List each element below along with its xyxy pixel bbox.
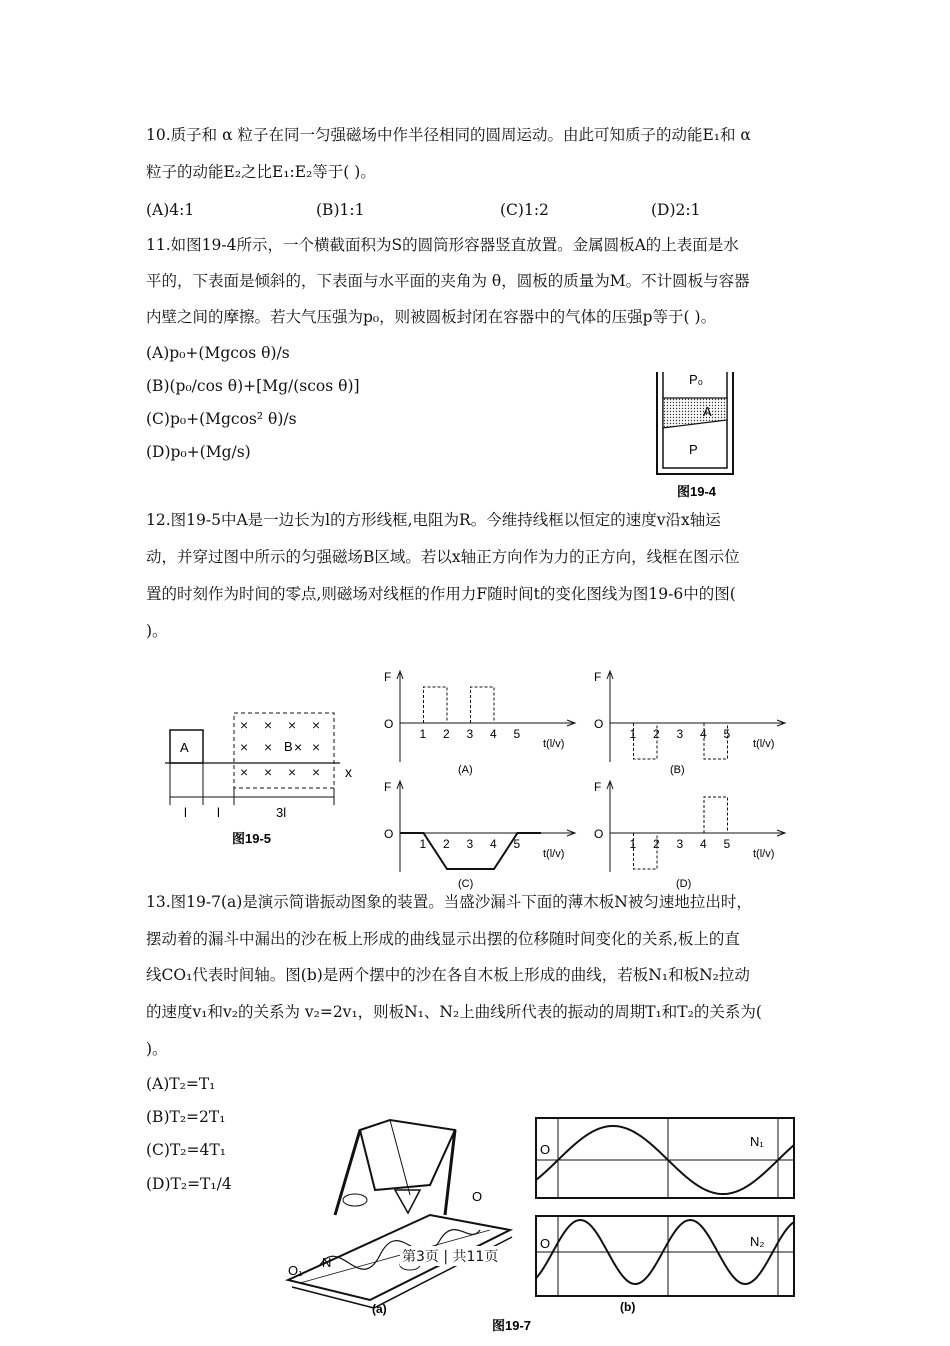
pulse-1 (704, 797, 728, 833)
tick-label-4: 4 (700, 727, 707, 741)
q13-line4: 的速度v₁和v₂的关系为 v₂=2v₁，则板N₁、N₂上曲线所代表的振动的周期T₁和T₂的关系为( (146, 1003, 762, 1021)
svg-text:F: F (594, 670, 602, 684)
label-gas-p: P (689, 442, 698, 457)
svg-text:×: × (312, 717, 321, 733)
svg-text:图19-7: 图19-7 (492, 1318, 532, 1333)
label-p0: P₀ (689, 372, 704, 387)
label-x: x (345, 764, 352, 780)
q11-option-b: (B)(p₀/cos θ)+[Mg/(scos θ)] (146, 377, 360, 395)
tick-label-2: 2 (653, 837, 660, 851)
svg-text:O: O (540, 1142, 551, 1157)
tick-label-3: 3 (676, 727, 684, 741)
svg-text:(D): (D) (676, 878, 692, 890)
svg-text:F: F (594, 780, 602, 794)
svg-text:×: × (294, 739, 303, 755)
tick-label-2: 2 (653, 727, 660, 741)
label-frame-a: A (180, 740, 189, 755)
tick-label-3: 3 (466, 727, 474, 741)
q13-line2: 摆动着的漏斗中漏出的沙在板上形成的曲线显示出摆的位移随时间变化的关系,板上的直 (146, 930, 740, 948)
caption-19-4: 图19-4 (677, 484, 717, 499)
tick-label-5: 5 (513, 727, 521, 741)
tick-label-1: 1 (419, 727, 427, 741)
dim-l-1: l (184, 805, 187, 820)
graph-c (378, 775, 588, 890)
graph-d (588, 775, 798, 890)
label-field-b: B (284, 739, 293, 754)
svg-text:O: O (540, 1236, 551, 1251)
svg-text:t(l/v): t(l/v) (543, 738, 565, 750)
label-plate-a: A (703, 404, 712, 419)
svg-text:O: O (384, 717, 394, 731)
page-footer: 第3页 | 共11页 (400, 1246, 500, 1266)
figure-19-4 (645, 362, 745, 507)
tick-label-2: 2 (443, 727, 450, 741)
svg-text:×: × (264, 717, 273, 733)
tick-label-4: 4 (700, 837, 707, 851)
svg-text:×: × (240, 717, 249, 733)
q11-line2: 平的，下表面是倾斜的，下表面与水平面的夹角为 θ，圆板的质量为M。不计圆板与容器 (146, 272, 750, 290)
q13-option-d: (D)T₂=T₁/4 (146, 1175, 232, 1193)
q10-line1: 10.质子和 α 粒子在同一匀强磁场中作半径相同的圆周运动。由此可知质子的动能E₁和 α (146, 126, 751, 144)
svg-text:t(l/v): t(l/v) (753, 848, 775, 860)
dim-3l: 3l (276, 805, 287, 820)
funnel (395, 1190, 420, 1213)
q12-line3: 置的时刻作为时间的零点,则磁场对线框的作用力F随时间t的变化图线为图19-6中的图( (146, 585, 736, 603)
tick-label-3: 3 (466, 837, 474, 851)
svg-text:F: F (384, 670, 392, 684)
q10-line2: 粒子的动能E₂之比E₁:E₂等于( )。 (146, 163, 376, 181)
svg-text:×: × (240, 764, 249, 780)
svg-text:(b): (b) (620, 1300, 636, 1314)
strip-n2 (536, 1216, 794, 1296)
svg-text:O: O (472, 1189, 483, 1204)
svg-text:F: F (384, 780, 392, 794)
svg-text:×: × (264, 739, 273, 755)
q12-line2: 动，并穿过图中所示的匀强磁场B区域。若以x轴正方向作为力的正方向，线框在图示位 (146, 548, 740, 566)
q10-option-a: (A)4:1 (146, 201, 195, 219)
tick-label-4: 4 (490, 837, 497, 851)
svg-text:O: O (594, 717, 604, 731)
tick-label-2: 2 (443, 837, 450, 851)
q12-line4: )。 (146, 622, 168, 640)
q11-line3: 内壁之间的摩擦。若大气压强为p₀，则被圆板封闭在容器中的气体的压强p等于( )。 (146, 308, 717, 326)
strip-n1 (536, 1118, 794, 1198)
svg-text:×: × (240, 739, 249, 755)
q13-option-b: (B)T₂=2T₁ (146, 1108, 226, 1126)
svg-text:O: O (384, 827, 394, 841)
tick-label-1: 1 (629, 727, 637, 741)
tick-label-1: 1 (419, 837, 427, 851)
field-crosses (240, 717, 320, 780)
figure-19-7b (492, 1108, 803, 1346)
svg-text:×: × (312, 764, 321, 780)
svg-text:×: × (264, 764, 273, 780)
svg-text:O₁: O₁ (288, 1263, 303, 1278)
svg-text:t(l/v): t(l/v) (753, 738, 775, 750)
svg-text:×: × (288, 717, 297, 733)
q12-line1: 12.图19-5中A是一边长为l的方形线框,电阻为R。今维持线框以恒定的速度v沿x轴运 (146, 511, 721, 529)
tick-label-5: 5 (723, 837, 731, 851)
tick-label-3: 3 (676, 837, 684, 851)
q10-option-d: (D)2:1 (651, 201, 701, 219)
q11-option-c: (C)p₀+(Mgcos² θ)/s (146, 410, 297, 428)
q11-line1: 11.如图19-4所示，一个横截面积为S的圆筒形容器竖直放置。金属圆板A的上表面是水 (146, 236, 739, 254)
svg-text:N: N (322, 1255, 332, 1270)
q13-line5: )。 (146, 1040, 168, 1058)
pulse-0 (424, 687, 448, 723)
svg-text:(A): (A) (458, 764, 473, 776)
q11-option-d: (D)p₀+(Mg/s) (146, 443, 251, 461)
svg-text:t(l/v): t(l/v) (543, 848, 565, 860)
q10-option-b: (B)1:1 (316, 201, 365, 219)
svg-text:(C): (C) (458, 878, 474, 890)
graph-b (588, 665, 798, 780)
svg-text:N₂: N₂ (750, 1234, 765, 1249)
svg-text:×: × (288, 764, 297, 780)
tick-label-4: 4 (490, 727, 497, 741)
q10-option-c: (C)1:2 (500, 201, 549, 219)
pendulum-frame (360, 1120, 455, 1190)
plate-a (663, 398, 727, 428)
figure-19-5 (160, 705, 370, 855)
q11-option-a: (A)p₀+(Mgcos θ)/s (146, 344, 290, 362)
q13-line3: 线CO₁代表时间轴。图(b)是两个摆中的沙在各自木板上形成的曲线，若板N₁和板N₂拉动 (146, 966, 750, 984)
pulse-1 (471, 687, 495, 723)
tick-label-1: 1 (629, 837, 637, 851)
q13-option-c: (C)T₂=4T₁ (146, 1141, 226, 1159)
svg-text:N₁: N₁ (750, 1134, 764, 1149)
svg-text:O: O (594, 827, 604, 841)
graph-a (378, 665, 588, 780)
svg-text:×: × (312, 739, 321, 755)
tick-label-5: 5 (723, 727, 731, 741)
svg-text:(a): (a) (372, 1302, 387, 1316)
tick-label-5: 5 (513, 837, 521, 851)
figure-19-7a (280, 1105, 520, 1320)
q13-line1: 13.图19-7(a)是演示简谐振动图象的装置。当盛沙漏斗下面的薄木板N被匀速地拉出时， (146, 893, 752, 911)
svg-text:(B): (B) (670, 764, 685, 776)
q13-option-a: (A)T₂=T₁ (146, 1075, 216, 1093)
caption-19-5: 图19-5 (232, 831, 272, 846)
dim-l-2: l (217, 805, 220, 820)
